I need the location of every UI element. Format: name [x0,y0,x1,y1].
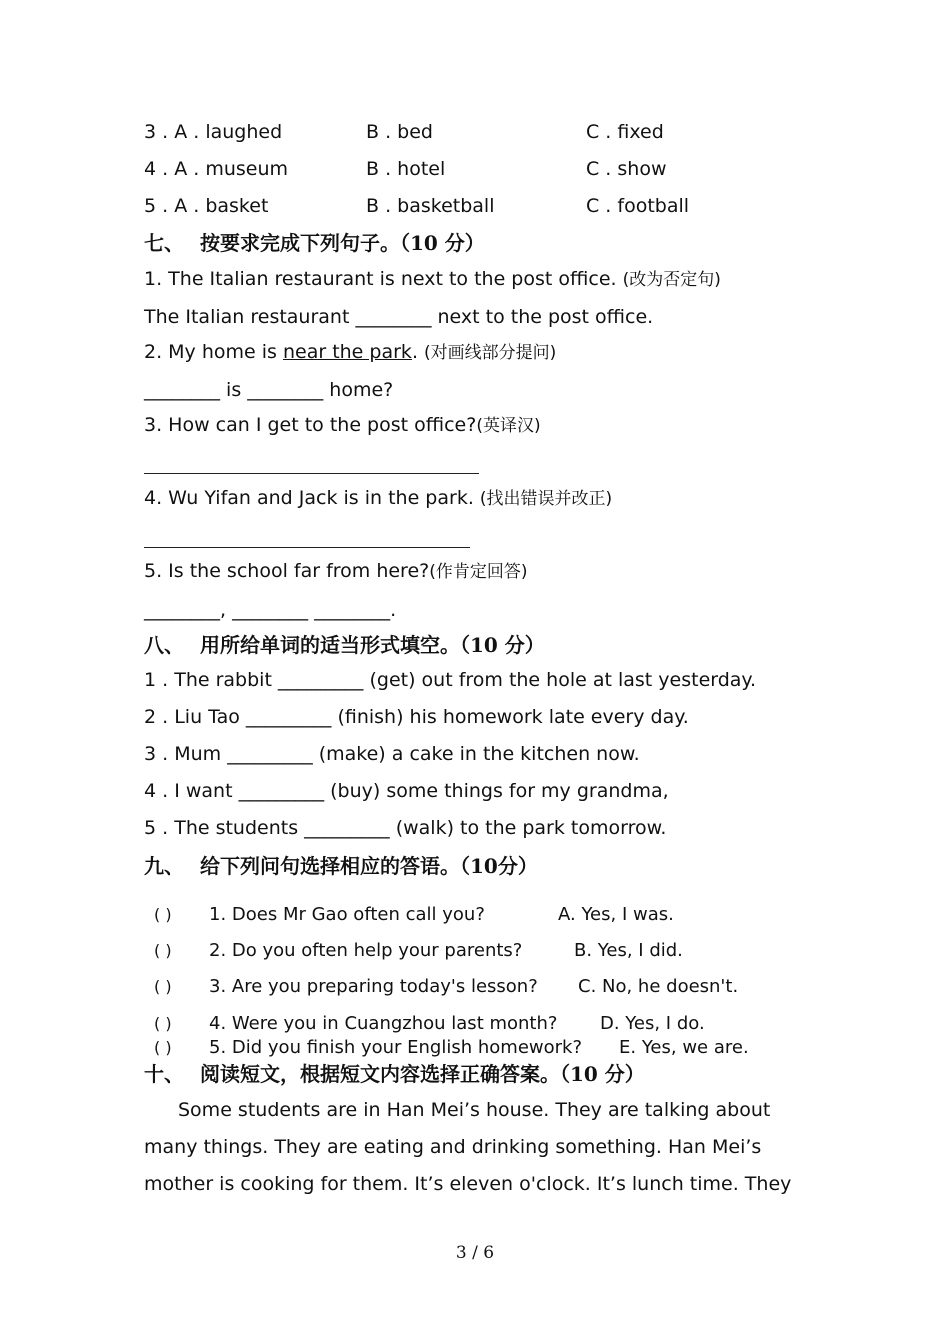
section-number: 十、 [144,1062,184,1086]
fill-item-1: 1 . The rabbit _________ (get) out from the hole at last yesterday. [144,669,757,691]
fill-item-5: 5 . The students _________ (walk) to the park tomorrow. [144,817,667,839]
question-note: (找出错误并改正) [479,489,613,509]
s7-question-5 [144,559,528,584]
section-title: 用所给单词的适当形式填空。（10 分） [200,633,545,657]
option-c: C . football [586,195,690,217]
fill-item-4: 4 . I want _________ (buy) some things for my grandma, [144,780,669,802]
question-text: . [411,341,425,363]
question-text: 4. Wu Yifan and Jack is in the park. [144,487,480,509]
question-text: 3. How can I get to the post office? [144,414,477,436]
question-note: (英译汉) [476,416,541,436]
passage-line-2: many things. They are eating and drinking something. Han Mei’s [144,1136,762,1158]
passage-line-3: mother is cooking for them. It’s eleven o'clock. It’s lunch time. They [144,1173,792,1195]
option-a: 5 . A . basket [144,195,269,217]
answer-bracket[interactable]: ( ) [154,977,172,996]
match-question: 4. Were you in Cuangzhou last month? [209,1013,558,1034]
section-10-heading [144,1061,645,1087]
match-question: 1. Does Mr Gao often call you? [209,904,485,925]
answer-line-3[interactable] [144,473,479,474]
section-8-heading [144,632,545,658]
option-a: 3 . A . laughed [144,121,283,143]
s7-answer-1[interactable]: The Italian restaurant ________ next to the post office. [144,306,654,328]
section-number: 八、 [144,633,184,657]
question-text: 2. My home is [144,341,283,363]
answer-bracket[interactable]: ( ) [154,1038,172,1057]
s7-question-3 [144,413,541,438]
match-answer: A. Yes, I was. [558,904,674,925]
page-number: 3 / 6 [455,1243,495,1263]
answer-bracket[interactable]: ( ) [154,1014,172,1033]
match-question: 5. Did you finish your English homework? [209,1037,583,1058]
question-text: 1. The Italian restaurant is next to the post office. [144,268,623,290]
match-answer: E. Yes, we are. [619,1037,749,1058]
answer-bracket[interactable]: ( ) [154,905,172,924]
option-b: B . bed [366,121,433,143]
option-a: 4 . A . museum [144,158,289,180]
section-number: 七、 [144,231,184,255]
fill-item-3: 3 . Mum _________ (make) a cake in the kitchen now. [144,743,640,765]
section-number: 九、 [144,854,184,878]
section-title: 阅读短文，根据短文内容选择正确答案。（10 分） [200,1062,645,1086]
s7-question-2 [144,340,556,365]
match-answer: D. Yes, I do. [600,1013,705,1034]
section-title: 按要求完成下列句子。（10 分） [200,231,485,255]
match-answer: C. No, he doesn't. [578,976,739,997]
match-question: 2. Do you often help your parents? [209,940,523,961]
s7-answer-5[interactable]: ________, ________ ________. [144,599,397,621]
option-c: C . show [586,158,667,180]
underlined-phrase: near the park [282,341,412,363]
option-b: B . basketball [366,195,495,217]
s7-answer-2[interactable]: ________ is ________ home? [144,379,394,401]
option-c: C . fixed [586,121,664,143]
question-text: 5. Is the school far from here? [144,560,430,582]
question-note: (改为否定句) [622,270,721,290]
section-7-heading [144,230,485,256]
s7-question-4 [144,486,612,511]
section-title: 给下列问句选择相应的答语。（10分） [200,854,538,878]
question-note: (作肯定回答) [429,562,528,582]
s7-question-1 [144,267,721,292]
answer-line-4[interactable] [144,547,470,548]
question-note: (对画线部分提问) [424,343,557,363]
fill-item-2: 2 . Liu Tao _________ (finish) his homework late every day. [144,706,689,728]
answer-bracket[interactable]: ( ) [154,941,172,960]
section-9-heading [144,853,538,879]
passage-line-1: Some students are in Han Mei’s house. They are talking about [178,1099,771,1121]
option-b: B . hotel [366,158,446,180]
match-answer: B. Yes, I did. [574,940,683,961]
match-question: 3. Are you preparing today's lesson? [209,976,538,997]
